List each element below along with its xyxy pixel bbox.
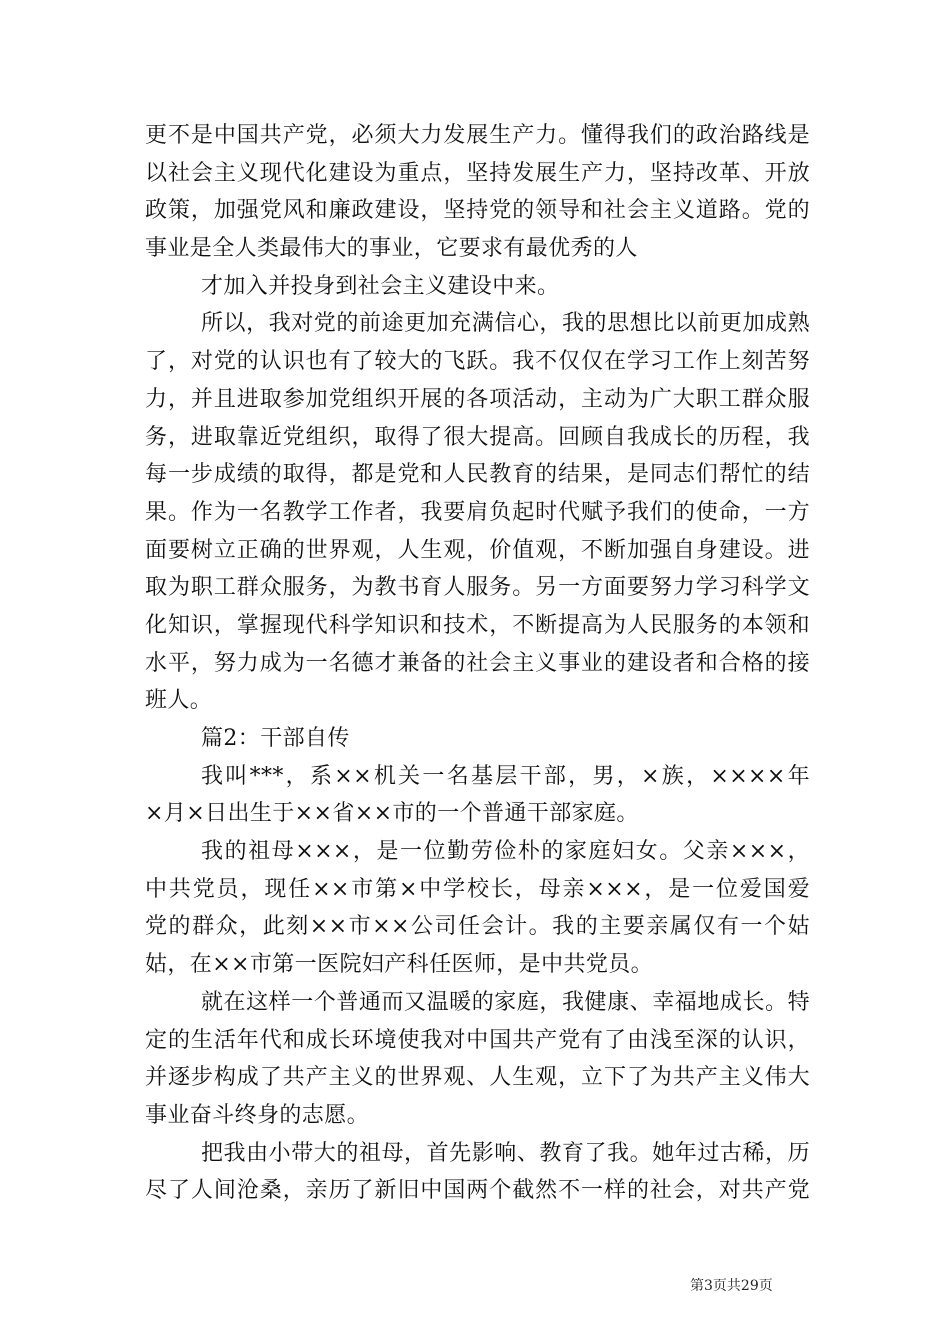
text-line: 化知识，掌握现代科学知识和技术，不断提高为人民服务的本领和 [145, 612, 810, 638]
text-line: 中共党员，现任××市第×中学校长，母亲×××，是一位爱国爱 [145, 876, 810, 902]
paragraph-start-line: 我叫***，系××机关一名基层干部，男，×族，××××年 [201, 763, 810, 789]
text-line: 政策，加强党风和廉政建设，坚持党的领导和社会主义道路。党的 [145, 198, 810, 224]
text-line: 定的生活年代和成长环境使我对中国共产党有了由浅至深的认识， [145, 1027, 810, 1053]
paragraph-start-line: 把我由小带大的祖母，首先影响、教育了我。她年过古稀，历 [201, 1140, 810, 1166]
text-line: 班人。 [145, 688, 213, 714]
text-line: 党的群众，此刻××市××公司任会计。我的主要亲属仅有一个姑 [145, 914, 810, 940]
text-line: 事业奋斗终身的志愿。 [145, 1102, 370, 1128]
paragraph-start-line: 所以，我对党的前途更加充满信心，我的思想比以前更加成熟 [201, 311, 810, 337]
document-body [145, 117, 810, 1210]
text-line: ×月×日出生于××省××市的一个普通干部家庭。 [145, 801, 639, 827]
page-number-footer: 第3页共29页 [690, 1278, 773, 1294]
text-line: 事业是全人类最伟大的事业，它要求有最优秀的人 [145, 236, 638, 262]
paragraph-start-line: 就在这样一个普通而又温暖的家庭，我健康、幸福地成长。特 [201, 989, 810, 1015]
text-line: 以社会主义现代化建设为重点，坚持发展生产力，坚持改革、开放 [145, 160, 810, 186]
text-line: 果。作为一名教学工作者，我要肩负起时代赋予我们的使命，一方 [145, 499, 810, 525]
text-line: 水平，努力成为一名德才兼备的社会主义事业的建设者和合格的接 [145, 650, 810, 676]
text-line: 每一步成绩的取得，都是党和人民教育的结果，是同志们帮忙的结 [145, 462, 810, 488]
text-line: 面要树立正确的世界观，人生观，价值观，不断加强自身建设。进 [145, 537, 810, 563]
text-line: 取为职工群众服务，为教书育人服务。另一方面要努力学习科学文 [145, 575, 810, 601]
text-line: 更不是中国共产党，必须大力发展生产力。懂得我们的政治路线是 [145, 123, 810, 148]
paragraph-start-line: 我的祖母×××，是一位勤劳俭朴的家庭妇女。父亲×××， [201, 839, 810, 865]
text-line: 了，对党的认识也有了较大的飞跃。我不仅仅在学习工作上刻苦努 [145, 349, 810, 375]
section-heading: 篇2：干部自传 [201, 726, 350, 751]
text-line: 力，并且进取参加党组织开展的各项活动，主动为广大职工群众服 [145, 386, 810, 412]
paragraph-start-line: 才加入并投身到社会主义建设中来。 [201, 273, 560, 299]
text-line: 姑，在××市第一医院妇产科任医师，是中共党员。 [145, 952, 654, 978]
text-line: 务，进取靠近党组织，取得了很大提高。回顾自我成长的历程，我 [145, 424, 810, 450]
text-line: 尽了人间沧桑，亲历了新旧中国两个截然不一样的社会，对共产党 [145, 1178, 810, 1204]
text-line: 并逐步构成了共产主义的世界观、人生观，立下了为共产主义伟大 [145, 1065, 810, 1091]
